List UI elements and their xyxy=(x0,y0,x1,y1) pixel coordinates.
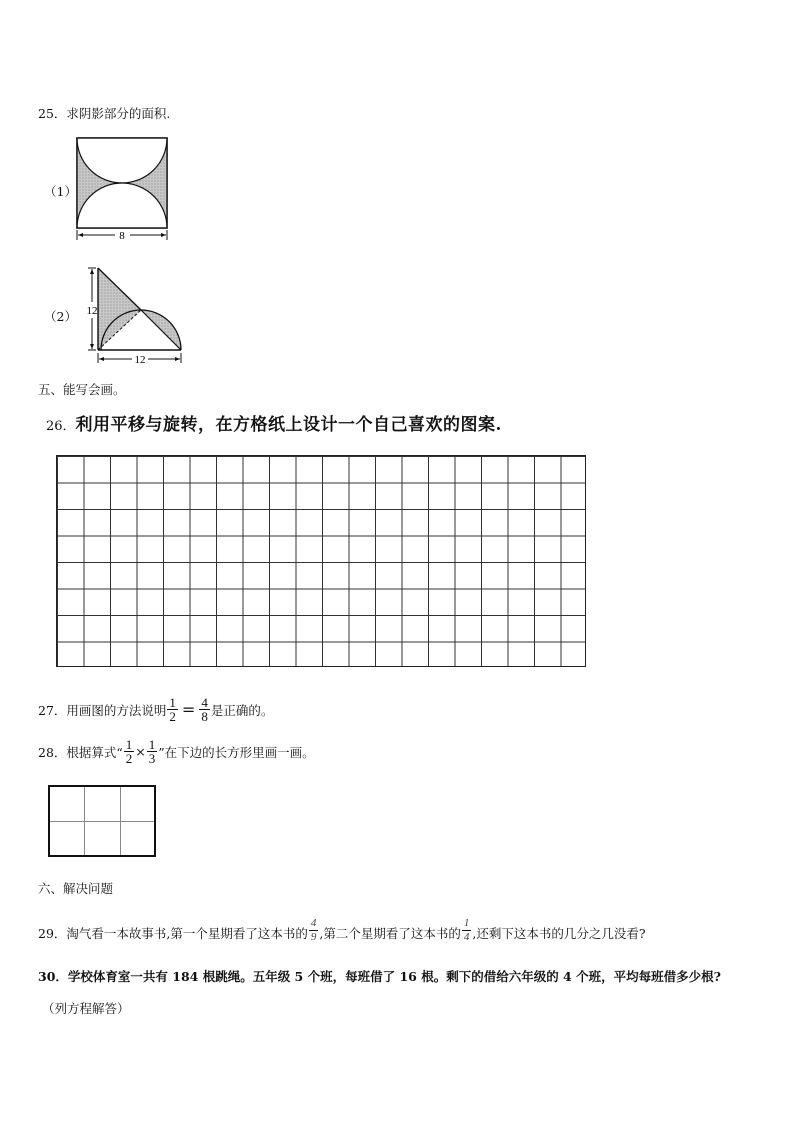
q29-frac1-den: 9 xyxy=(310,931,317,943)
shaded-figure-2 xyxy=(80,262,190,368)
q29-frac2-den: 4 xyxy=(463,931,470,943)
q27-frac2-num: 4 xyxy=(201,695,208,710)
q30-note: （列方程解答） xyxy=(42,1001,130,1016)
q25-title: 25．求阴影部分的面积. xyxy=(38,106,171,121)
q29-fraction-1 xyxy=(309,917,319,944)
q28-fraction-2 xyxy=(147,738,158,765)
q29-part2: ,第二个星期看了这本书的 xyxy=(319,926,461,941)
drawing-grid[interactable] xyxy=(56,455,586,667)
q29-part1: 29．淘气看一本故事书,第一个星期看了这本书的 xyxy=(38,926,308,941)
q26-heading xyxy=(46,410,502,435)
fig1-dim-label: 8 xyxy=(119,230,125,242)
q27-prefix: 27．用画图的方法说明 xyxy=(38,702,167,718)
q27-frac2-den: 8 xyxy=(201,709,208,724)
q27-fraction-2 xyxy=(199,696,210,723)
q27-frac1-num: 1 xyxy=(169,695,176,710)
q27 xyxy=(38,696,273,723)
q26-text: 利用平移与旋转，在方格纸上设计一个自己喜欢的图案. xyxy=(75,415,502,435)
q28 xyxy=(38,738,315,765)
q28-times: × xyxy=(135,744,146,759)
q29 xyxy=(38,908,646,944)
q30-text: 30．学校体育室一共有 184 根跳绳。五年级 5 个班，每班借了 16 根。剩下的借给六年级的 4 个班，平均每班借多少根? xyxy=(38,969,721,984)
section5-title: 五、能写会画。 xyxy=(38,382,126,397)
shaded-figure-1 xyxy=(70,132,180,244)
rect-divider-h xyxy=(50,821,154,822)
q26-number: 26． xyxy=(46,419,76,434)
q28-suffix: ”在下边的长方形里画一画。 xyxy=(158,744,315,760)
section6-title: 六、解决问题 xyxy=(38,881,114,896)
q27-suffix: 是正确的。 xyxy=(210,702,274,718)
fig2-dim-horizontal: 12 xyxy=(134,354,146,366)
q28-fraction-1 xyxy=(124,738,135,765)
q28-frac1-den: 2 xyxy=(125,751,133,766)
q27-fraction-1 xyxy=(167,696,178,723)
q28-prefix: 28．根据算式“ xyxy=(38,744,123,760)
fig2-dim-vertical: 12 xyxy=(86,305,98,317)
fig2-label: （2） xyxy=(44,309,77,324)
q29-part3: ,还剩下这本书的几分之几没看? xyxy=(472,926,646,941)
q29-fraction-2 xyxy=(462,917,472,944)
q27-frac1-den: 2 xyxy=(169,709,176,724)
q29-frac1-num: 4 xyxy=(310,917,317,929)
fig1-label: （1） xyxy=(44,184,77,199)
drawing-rectangle[interactable] xyxy=(48,785,156,857)
q29-frac2-num: 1 xyxy=(463,917,470,929)
q27-equals: = xyxy=(181,700,196,719)
q28-frac2-num: 1 xyxy=(148,737,156,752)
q28-frac1-num: 1 xyxy=(125,737,133,752)
q28-frac2-den: 3 xyxy=(148,751,156,766)
